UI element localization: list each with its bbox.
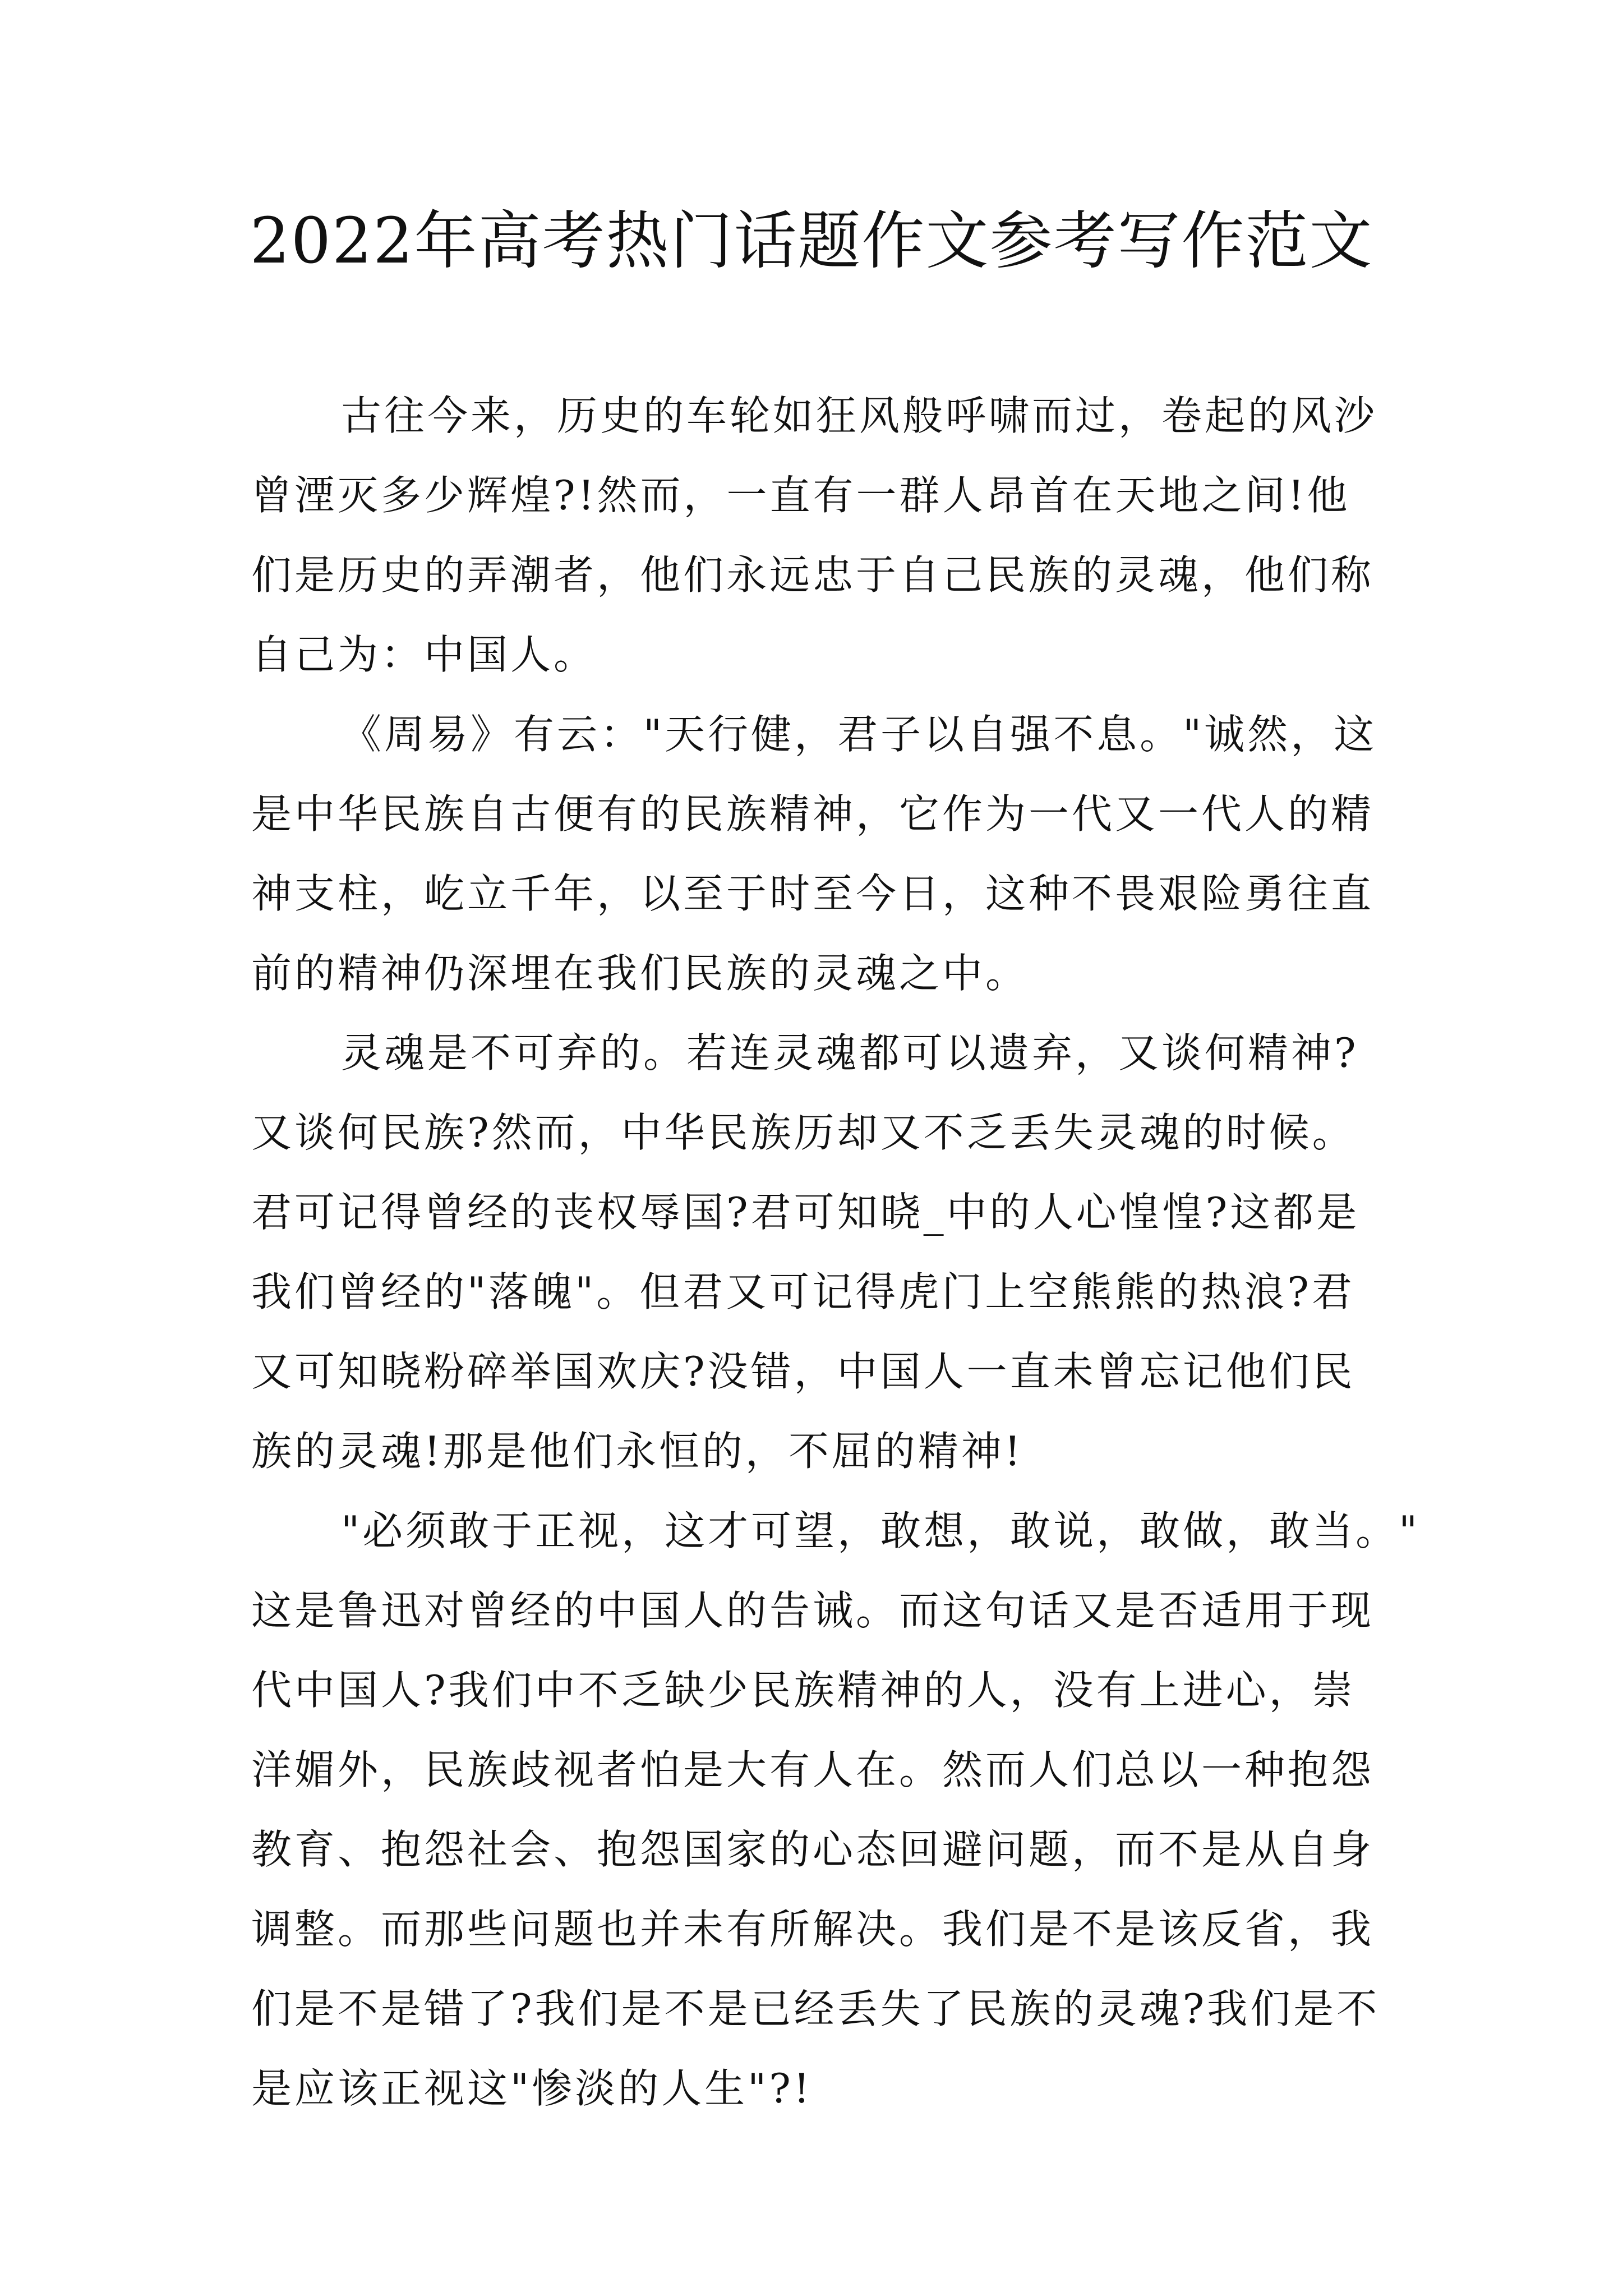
paragraph-line: 《周易》有云："天行健，君子以自强不息。"诚然，这 [341, 711, 1377, 758]
paragraph-line: 代中国人?我们中不乏缺少民族精神的人，没有上进心，崇 [251, 1667, 1355, 1714]
paragraph-4 [251, 1491, 1421, 2128]
document-body [251, 376, 1421, 2128]
paragraph-line: 我们曾经的"落魄"。但君又可记得虎门上空熊熊的热浪?君 [251, 1268, 1355, 1315]
paragraph-1 [251, 376, 1384, 694]
paragraph-line: 灵魂是不可弃的。若连灵魂都可以遗弃，又谈何精神? [341, 1029, 1359, 1076]
paragraph-line: 调整。而那些问题也并未有所解决。我们是不是该反省，我 [251, 1906, 1375, 1953]
paragraph-line: 古往今来，历史的车轮如狂风般呼啸而过，卷起的风沙 [341, 392, 1378, 439]
paragraph-line: 前的精神仍深埋在我们民族的灵魂之中。 [251, 950, 1029, 997]
paragraph-line: 又谈何民族?然而，中华民族历却又不乏丢失灵魂的时候。 [251, 1109, 1355, 1156]
paragraph-2 [251, 694, 1384, 1013]
paragraph-line: 洋媚外，民族歧视者怕是大有人在。然而人们总以一种抱怨 [251, 1746, 1375, 1793]
paragraph-line: 又可知晓粉碎举国欢庆?没错，中国人一直未曾忘记他们民 [251, 1348, 1355, 1395]
paragraph-line: 自己为：中国人。 [251, 631, 597, 678]
paragraph-line: 是应该正视这"惨淡的人生"?! [251, 2065, 813, 2112]
paragraph-line: 是中华民族自古便有的民族精神，它作为一代又一代人的精 [251, 790, 1375, 838]
paragraph-line: 神支柱，屹立千年，以至于时至今日，这种不畏艰险勇往直 [251, 870, 1375, 917]
paragraph-line: 曾湮灭多少辉煌?!然而，一直有一群人昂首在天地之间!他 [251, 472, 1350, 519]
paragraph-line: 教育、抱怨社会、抱怨国家的心态回避问题，而不是从自身 [251, 1826, 1375, 1873]
paragraph-line: 这是鲁迅对曾经的中国人的告诫。而这句话又是否适用于现 [251, 1587, 1375, 1634]
document-title: 2022年高考热门话题作文参考写作范文 [250, 205, 1373, 278]
paragraph-3 [251, 1013, 1384, 1491]
paragraph-line: 君可记得曾经的丧权辱国?君可知晓_中的人心惶惶?这都是 [251, 1189, 1360, 1236]
paragraph-line: 们是历史的弄潮者，他们永远忠于自己民族的灵魂，他们称 [251, 551, 1375, 599]
paragraph-line: 们是不是错了?我们是不是已经丢失了民族的灵魂?我们是不 [251, 1985, 1380, 2032]
paragraph-line: 族的灵魂!那是他们永恒的，不屈的精神! [251, 1428, 1023, 1475]
paragraph-line: "必须敢于正视，这才可望，敢想，敢说，敢做，敢当。" [341, 1507, 1421, 1554]
